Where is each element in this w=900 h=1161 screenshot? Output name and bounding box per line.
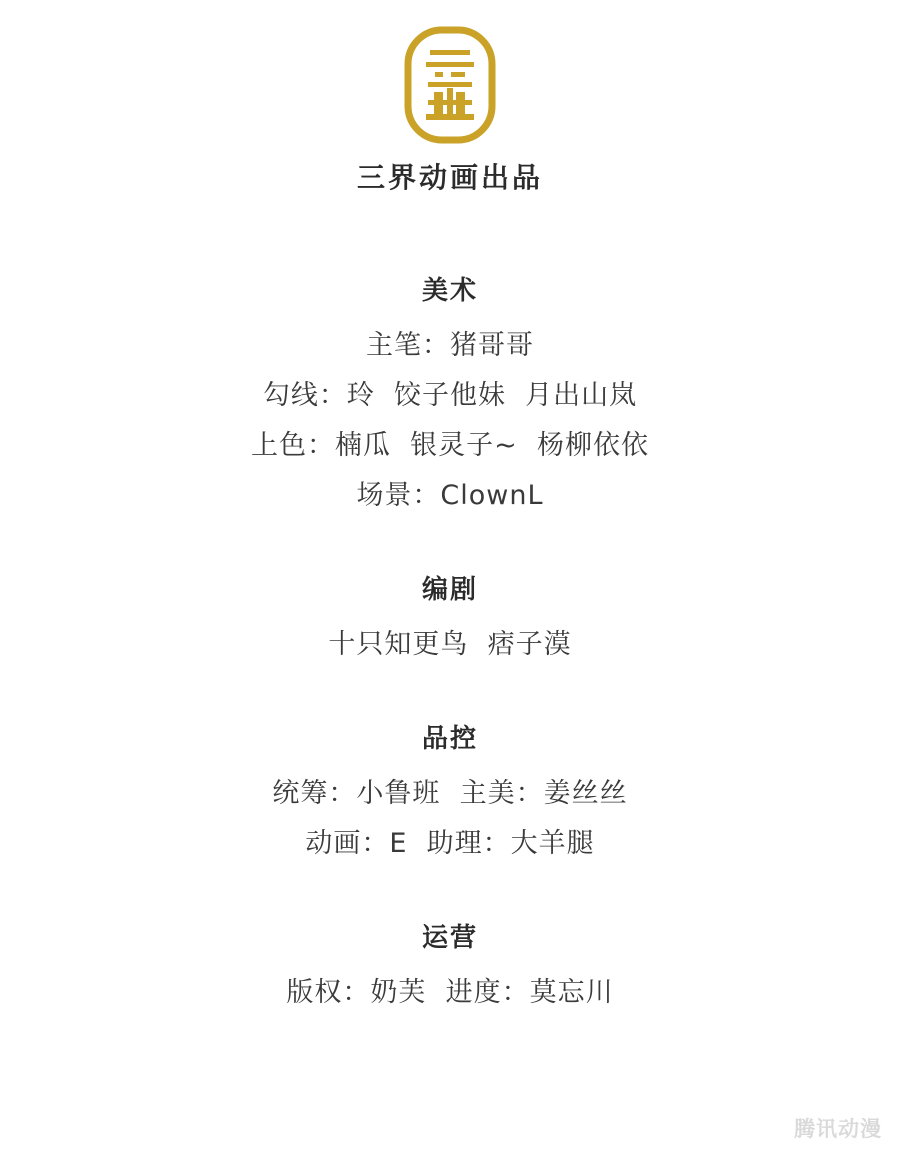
credit-section-operations bbox=[0, 917, 900, 1018]
credit-line: 版权：奶芙 进度：莫忘川 bbox=[286, 976, 614, 1008]
page-title: 三界动画出品 bbox=[356, 161, 543, 194]
credit-section-art bbox=[0, 270, 900, 521]
credit-line: 动画：E 助理：大羊腿 bbox=[305, 827, 595, 859]
credit-line: 场景：ClownL bbox=[356, 479, 544, 511]
seal-stamp-icon bbox=[404, 26, 496, 144]
section-heading: 运营 bbox=[421, 922, 478, 953]
section-heading: 美术 bbox=[421, 276, 478, 306]
credit-line: 主笔：猪哥哥 bbox=[366, 330, 534, 361]
studio-logo bbox=[404, 26, 496, 144]
section-heading: 品控 bbox=[421, 723, 478, 754]
credit-line: 勾线：玲 饺子他妹 月出山岚 bbox=[262, 379, 638, 411]
credits-list bbox=[0, 270, 900, 1018]
watermark-label: 腾讯动漫 bbox=[794, 1117, 882, 1141]
credit-line: 上色：楠瓜 银灵子~ 杨柳依依 bbox=[251, 429, 649, 461]
section-heading: 编剧 bbox=[421, 574, 478, 605]
credit-line: 十只知更鸟 痞子漠 bbox=[328, 628, 572, 660]
credit-line: 统筹：小鲁班 主美：姜丝丝 bbox=[272, 777, 628, 809]
credit-section-quality bbox=[0, 718, 900, 869]
credit-section-script bbox=[0, 569, 900, 670]
